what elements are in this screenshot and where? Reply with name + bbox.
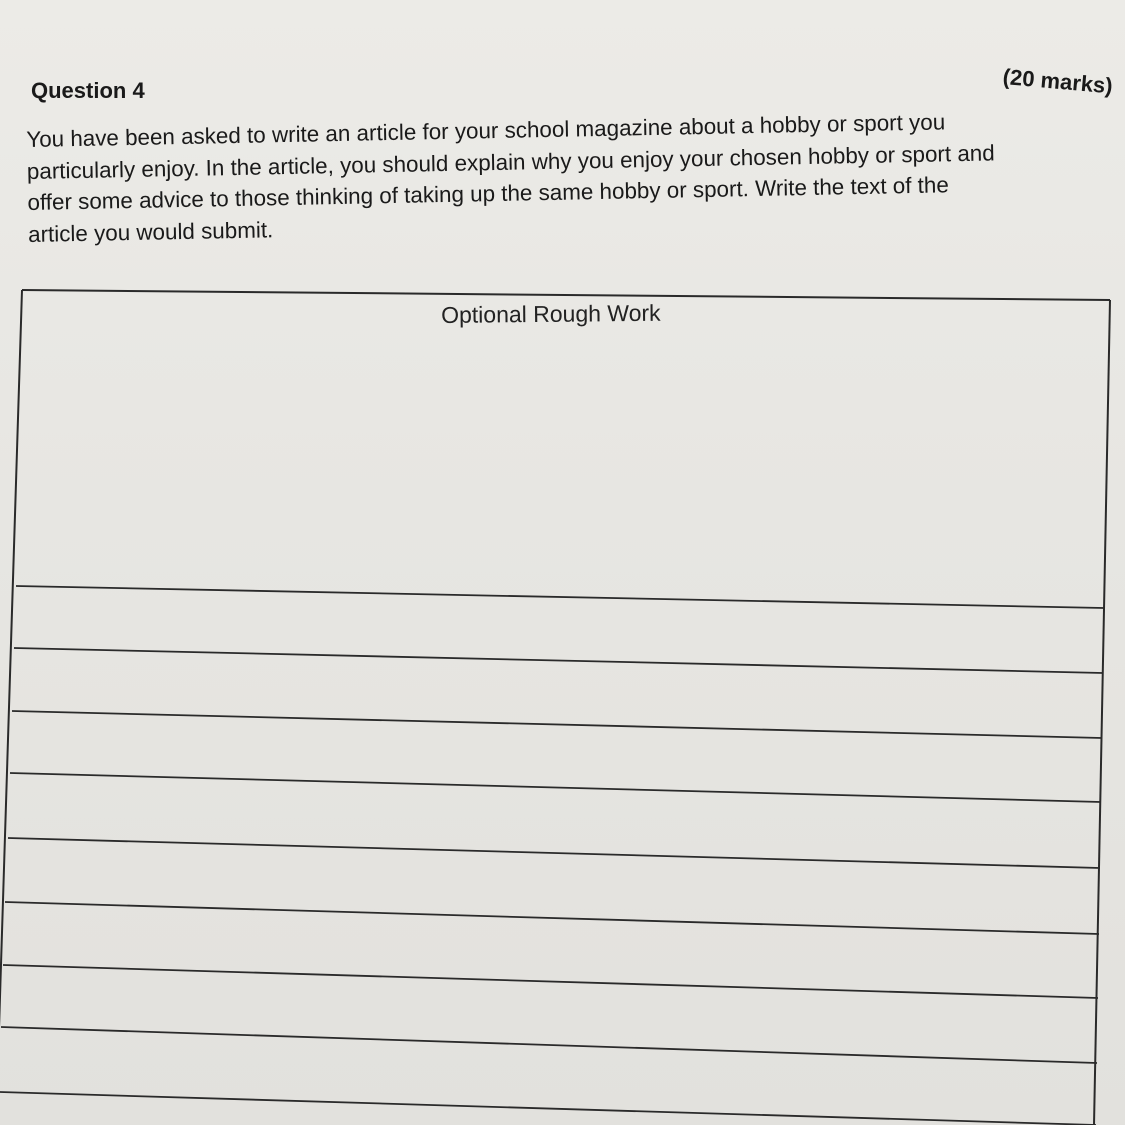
ruled-line [0,1092,1096,1125]
prompt-line: offer some advice to those thinking of taking up the same hobby or sport. Write the text of the [27,172,950,215]
answer-box-top-border [22,290,1110,300]
marks-label: (20 marks) [1001,64,1114,99]
prompt-line: You have been asked to write an article for your school magazine about a hobby or sport you [26,109,946,152]
ruled-line [14,648,1103,673]
ruled-line [10,773,1101,802]
ruled-line [1,1027,1097,1063]
ruled-line [3,965,1098,998]
ruled-line [16,586,1104,608]
ruled-line [5,902,1099,934]
ruled-line [8,838,1100,868]
answer-box-left-border [0,290,22,1125]
prompt-line: article you would submit. [27,216,274,247]
question-title: Question 4 [31,78,145,103]
ruled-line [12,711,1102,738]
rough-work-label: Optional Rough Work [441,299,661,328]
prompt-line: particularly enjoy. In the article, you should explain why you enjoy your chosen hobby or sport and [26,139,995,184]
answer-box-right-border [1094,300,1110,1125]
